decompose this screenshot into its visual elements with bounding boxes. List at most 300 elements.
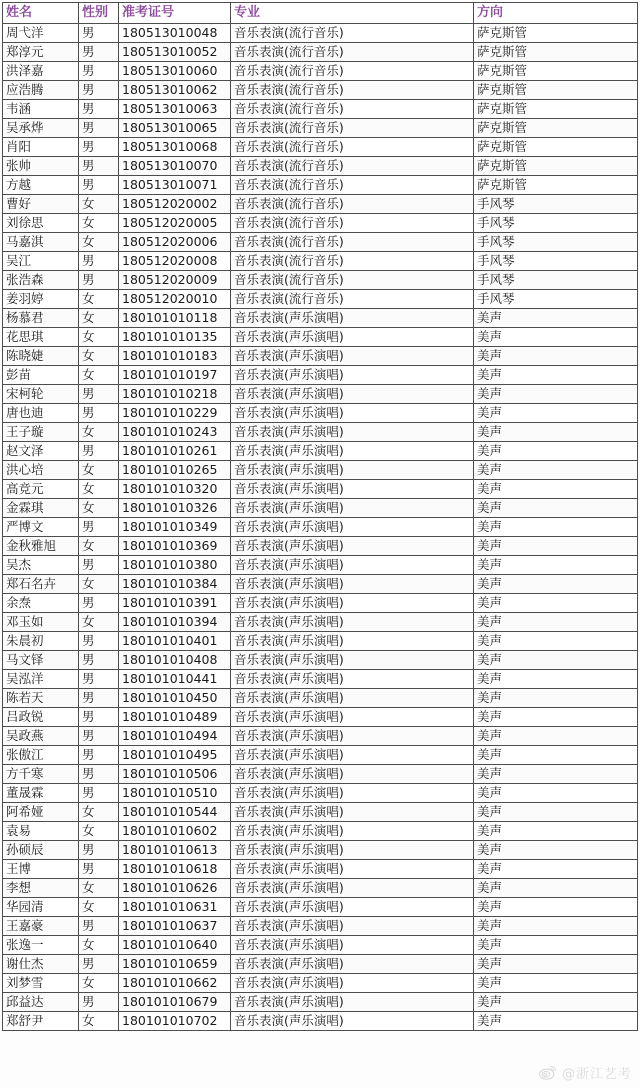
cell-name: 孙硕辰	[3, 841, 79, 860]
cell-gender: 男	[79, 708, 119, 727]
cell-direction: 美声	[474, 689, 638, 708]
cell-name: 张逸一	[3, 936, 79, 955]
cell-direction: 萨克斯管	[474, 119, 638, 138]
cell-exam-id: 180513010068	[119, 138, 231, 157]
cell-gender: 男	[79, 119, 119, 138]
cell-gender: 男	[79, 252, 119, 271]
cell-gender: 女	[79, 803, 119, 822]
header-row	[3, 3, 638, 24]
table-row	[3, 347, 638, 366]
cell-exam-id: 180101010218	[119, 385, 231, 404]
cell-name: 吴江	[3, 252, 79, 271]
cell-gender: 女	[79, 575, 119, 594]
cell-gender: 女	[79, 822, 119, 841]
cell-exam-id: 180101010506	[119, 765, 231, 784]
cell-exam-id: 180101010349	[119, 518, 231, 537]
cell-major: 音乐表演(声乐演唱)	[231, 822, 474, 841]
cell-major: 音乐表演(流行音乐)	[231, 252, 474, 271]
cell-exam-id: 180101010702	[119, 1012, 231, 1031]
cell-exam-id: 180101010613	[119, 841, 231, 860]
cell-direction: 萨克斯管	[474, 100, 638, 119]
cell-gender: 女	[79, 290, 119, 309]
cell-major: 音乐表演(声乐演唱)	[231, 575, 474, 594]
cell-name: 邓玉如	[3, 613, 79, 632]
cell-major: 音乐表演(声乐演唱)	[231, 385, 474, 404]
cell-name: 王博	[3, 860, 79, 879]
table-row	[3, 632, 638, 651]
cell-major: 音乐表演(声乐演唱)	[231, 708, 474, 727]
cell-major: 音乐表演(声乐演唱)	[231, 423, 474, 442]
cell-name: 郑舒尹	[3, 1012, 79, 1031]
cell-direction: 美声	[474, 708, 638, 727]
cell-name: 郑淳元	[3, 43, 79, 62]
cell-major: 音乐表演(流行音乐)	[231, 214, 474, 233]
cell-direction: 美声	[474, 746, 638, 765]
cell-gender: 男	[79, 727, 119, 746]
cell-direction: 美声	[474, 575, 638, 594]
cell-exam-id: 180513010065	[119, 119, 231, 138]
cell-name: 洪心培	[3, 461, 79, 480]
cell-gender: 男	[79, 746, 119, 765]
table-body	[3, 24, 638, 1031]
cell-exam-id: 180512020010	[119, 290, 231, 309]
table-row	[3, 822, 638, 841]
cell-exam-id: 180101010243	[119, 423, 231, 442]
cell-direction: 美声	[474, 936, 638, 955]
cell-direction: 美声	[474, 328, 638, 347]
cell-name: 王子璇	[3, 423, 79, 442]
cell-exam-id: 180513010063	[119, 100, 231, 119]
cell-direction: 美声	[474, 556, 638, 575]
cell-name: 谢仕杰	[3, 955, 79, 974]
cell-exam-id: 180101010229	[119, 404, 231, 423]
cell-gender: 男	[79, 594, 119, 613]
cell-gender: 男	[79, 689, 119, 708]
cell-direction: 美声	[474, 955, 638, 974]
cell-gender: 女	[79, 974, 119, 993]
cell-gender: 女	[79, 537, 119, 556]
cell-major: 音乐表演(流行音乐)	[231, 100, 474, 119]
table-row	[3, 157, 638, 176]
cell-major: 音乐表演(声乐演唱)	[231, 594, 474, 613]
cell-major: 音乐表演(声乐演唱)	[231, 670, 474, 689]
cell-major: 音乐表演(声乐演唱)	[231, 404, 474, 423]
cell-name: 华园清	[3, 898, 79, 917]
cell-exam-id: 180512020009	[119, 271, 231, 290]
cell-major: 音乐表演(声乐演唱)	[231, 366, 474, 385]
cell-direction: 美声	[474, 879, 638, 898]
cell-gender: 男	[79, 670, 119, 689]
cell-exam-id: 180512020008	[119, 252, 231, 271]
cell-name: 李想	[3, 879, 79, 898]
cell-gender: 男	[79, 157, 119, 176]
cell-gender: 女	[79, 214, 119, 233]
cell-gender: 女	[79, 461, 119, 480]
table-row	[3, 233, 638, 252]
cell-name: 吕政锐	[3, 708, 79, 727]
cell-exam-id: 180512020006	[119, 233, 231, 252]
cell-direction: 萨克斯管	[474, 138, 638, 157]
column-header-major: 专业	[231, 3, 474, 24]
cell-direction: 美声	[474, 803, 638, 822]
cell-direction: 手风琴	[474, 252, 638, 271]
cell-exam-id: 180512020005	[119, 214, 231, 233]
cell-exam-id: 180101010626	[119, 879, 231, 898]
cell-name: 阿希娅	[3, 803, 79, 822]
table-row	[3, 841, 638, 860]
cell-exam-id: 180101010494	[119, 727, 231, 746]
cell-gender: 男	[79, 442, 119, 461]
table-row	[3, 898, 638, 917]
cell-direction: 美声	[474, 347, 638, 366]
cell-exam-id: 180513010071	[119, 176, 231, 195]
cell-name: 袁易	[3, 822, 79, 841]
cell-exam-id: 180101010183	[119, 347, 231, 366]
cell-gender: 女	[79, 613, 119, 632]
cell-major: 音乐表演(流行音乐)	[231, 157, 474, 176]
cell-major: 音乐表演(流行音乐)	[231, 81, 474, 100]
table-row	[3, 62, 638, 81]
table-row	[3, 423, 638, 442]
cell-name: 吴承烨	[3, 119, 79, 138]
table-row	[3, 404, 638, 423]
cell-major: 音乐表演(声乐演唱)	[231, 613, 474, 632]
cell-name: 邱益达	[3, 993, 79, 1012]
cell-major: 音乐表演(声乐演唱)	[231, 841, 474, 860]
cell-direction: 美声	[474, 404, 638, 423]
cell-major: 音乐表演(声乐演唱)	[231, 727, 474, 746]
table-row	[3, 860, 638, 879]
cell-gender: 女	[79, 328, 119, 347]
cell-major: 音乐表演(声乐演唱)	[231, 917, 474, 936]
cell-exam-id: 180512020002	[119, 195, 231, 214]
cell-exam-id: 180513010062	[119, 81, 231, 100]
cell-gender: 男	[79, 632, 119, 651]
cell-major: 音乐表演(流行音乐)	[231, 176, 474, 195]
table-row	[3, 917, 638, 936]
cell-direction: 美声	[474, 461, 638, 480]
cell-direction: 美声	[474, 385, 638, 404]
cell-name: 洪泽嘉	[3, 62, 79, 81]
cell-major: 音乐表演(声乐演唱)	[231, 784, 474, 803]
cell-exam-id: 180101010369	[119, 537, 231, 556]
cell-name: 韦涵	[3, 100, 79, 119]
cell-gender: 男	[79, 860, 119, 879]
cell-name: 吴泓洋	[3, 670, 79, 689]
cell-name: 吴杰	[3, 556, 79, 575]
cell-direction: 美声	[474, 784, 638, 803]
cell-name: 周弋洋	[3, 24, 79, 43]
cell-exam-id: 180101010618	[119, 860, 231, 879]
cell-name: 花思琪	[3, 328, 79, 347]
cell-direction: 美声	[474, 499, 638, 518]
cell-name: 唐也迪	[3, 404, 79, 423]
cell-direction: 美声	[474, 423, 638, 442]
cell-exam-id: 180101010394	[119, 613, 231, 632]
cell-name: 严博文	[3, 518, 79, 537]
cell-major: 音乐表演(流行音乐)	[231, 138, 474, 157]
cell-exam-id: 180101010631	[119, 898, 231, 917]
cell-name: 张浩森	[3, 271, 79, 290]
cell-gender: 女	[79, 347, 119, 366]
cell-name: 宋柯轮	[3, 385, 79, 404]
table-row	[3, 651, 638, 670]
cell-major: 音乐表演(流行音乐)	[231, 290, 474, 309]
table-row	[3, 119, 638, 138]
table-row	[3, 727, 638, 746]
cell-direction: 萨克斯管	[474, 81, 638, 100]
cell-major: 音乐表演(声乐演唱)	[231, 518, 474, 537]
cell-major: 音乐表演(声乐演唱)	[231, 879, 474, 898]
cell-major: 音乐表演(声乐演唱)	[231, 689, 474, 708]
cell-major: 音乐表演(声乐演唱)	[231, 803, 474, 822]
cell-exam-id: 180513010048	[119, 24, 231, 43]
table-row	[3, 993, 638, 1012]
cell-exam-id: 180101010602	[119, 822, 231, 841]
weibo-icon	[538, 1063, 557, 1082]
cell-direction: 萨克斯管	[474, 62, 638, 81]
cell-exam-id: 180101010640	[119, 936, 231, 955]
cell-name: 余焘	[3, 594, 79, 613]
cell-major: 音乐表演(流行音乐)	[231, 119, 474, 138]
cell-direction: 美声	[474, 860, 638, 879]
cell-gender: 男	[79, 955, 119, 974]
table-row	[3, 974, 638, 993]
cell-exam-id: 180513010060	[119, 62, 231, 81]
cell-exam-id: 180513010052	[119, 43, 231, 62]
table-row	[3, 480, 638, 499]
cell-name: 陈若天	[3, 689, 79, 708]
cell-name: 吴政燕	[3, 727, 79, 746]
column-header-direction: 方向	[474, 3, 638, 24]
cell-gender: 男	[79, 784, 119, 803]
cell-gender: 男	[79, 404, 119, 423]
cell-major: 音乐表演(流行音乐)	[231, 233, 474, 252]
cell-major: 音乐表演(声乐演唱)	[231, 499, 474, 518]
cell-direction: 美声	[474, 993, 638, 1012]
cell-name: 金霖琪	[3, 499, 79, 518]
cell-gender: 女	[79, 1012, 119, 1031]
table-row	[3, 499, 638, 518]
cell-direction: 美声	[474, 651, 638, 670]
cell-name: 马嘉淇	[3, 233, 79, 252]
cell-gender: 女	[79, 309, 119, 328]
cell-major: 音乐表演(声乐演唱)	[231, 974, 474, 993]
table-row	[3, 290, 638, 309]
cell-gender: 男	[79, 24, 119, 43]
cell-direction: 萨克斯管	[474, 176, 638, 195]
table-row	[3, 1012, 638, 1031]
table-row	[3, 879, 638, 898]
cell-direction: 美声	[474, 727, 638, 746]
table-row	[3, 81, 638, 100]
cell-name: 郑石名卉	[3, 575, 79, 594]
cell-name: 陈晓婕	[3, 347, 79, 366]
cell-exam-id: 180101010135	[119, 328, 231, 347]
table-row	[3, 24, 638, 43]
cell-exam-id: 180101010197	[119, 366, 231, 385]
column-header-gender: 性别	[79, 3, 119, 24]
cell-exam-id: 180513010070	[119, 157, 231, 176]
cell-name: 杨慕君	[3, 309, 79, 328]
cell-gender: 男	[79, 81, 119, 100]
cell-direction: 美声	[474, 765, 638, 784]
table-row	[3, 214, 638, 233]
cell-name: 应浩腾	[3, 81, 79, 100]
cell-exam-id: 180101010441	[119, 670, 231, 689]
table-row	[3, 936, 638, 955]
table-row	[3, 670, 638, 689]
cell-exam-id: 180101010265	[119, 461, 231, 480]
table-row	[3, 195, 638, 214]
cell-direction: 美声	[474, 822, 638, 841]
cell-gender: 男	[79, 100, 119, 119]
cell-direction: 美声	[474, 1012, 638, 1031]
cell-major: 音乐表演(声乐演唱)	[231, 765, 474, 784]
cell-direction: 美声	[474, 518, 638, 537]
cell-exam-id: 180101010489	[119, 708, 231, 727]
cell-direction: 美声	[474, 841, 638, 860]
cell-direction: 美声	[474, 917, 638, 936]
document-page	[0, 2, 640, 1088]
cell-major: 音乐表演(声乐演唱)	[231, 328, 474, 347]
cell-gender: 男	[79, 138, 119, 157]
cell-major: 音乐表演(声乐演唱)	[231, 309, 474, 328]
table-row	[3, 309, 638, 328]
table-row	[3, 613, 638, 632]
cell-name: 王嘉豪	[3, 917, 79, 936]
cell-major: 音乐表演(流行音乐)	[231, 24, 474, 43]
cell-name: 方越	[3, 176, 79, 195]
table-row	[3, 328, 638, 347]
cell-exam-id: 180101010637	[119, 917, 231, 936]
cell-gender: 男	[79, 765, 119, 784]
table-row	[3, 556, 638, 575]
cell-direction: 美声	[474, 480, 638, 499]
cell-gender: 女	[79, 879, 119, 898]
table-row	[3, 955, 638, 974]
cell-direction: 美声	[474, 613, 638, 632]
table-row	[3, 385, 638, 404]
column-header-name: 姓名	[3, 3, 79, 24]
cell-exam-id: 180101010408	[119, 651, 231, 670]
cell-direction: 美声	[474, 898, 638, 917]
cell-major: 音乐表演(声乐演唱)	[231, 936, 474, 955]
cell-direction: 手风琴	[474, 214, 638, 233]
cell-major: 音乐表演(流行音乐)	[231, 62, 474, 81]
cell-major: 音乐表演(声乐演唱)	[231, 480, 474, 499]
cell-gender: 男	[79, 917, 119, 936]
column-header-exam-id: 准考证号	[119, 3, 231, 24]
cell-gender: 男	[79, 556, 119, 575]
cell-direction: 萨克斯管	[474, 24, 638, 43]
cell-exam-id: 180101010380	[119, 556, 231, 575]
cell-exam-id: 180101010662	[119, 974, 231, 993]
table-row	[3, 442, 638, 461]
cell-major: 音乐表演(声乐演唱)	[231, 860, 474, 879]
cell-major: 音乐表演(声乐演唱)	[231, 537, 474, 556]
cell-major: 音乐表演(声乐演唱)	[231, 955, 474, 974]
table-row	[3, 784, 638, 803]
watermark	[538, 1063, 632, 1082]
table-row	[3, 138, 638, 157]
cell-major: 音乐表演(声乐演唱)	[231, 651, 474, 670]
watermark-text: @浙江艺考	[561, 1067, 632, 1082]
table-row	[3, 746, 638, 765]
cell-gender: 女	[79, 233, 119, 252]
cell-direction: 美声	[474, 974, 638, 993]
cell-gender: 女	[79, 936, 119, 955]
table-row	[3, 803, 638, 822]
cell-major: 音乐表演(声乐演唱)	[231, 347, 474, 366]
cell-direction: 美声	[474, 670, 638, 689]
table-row	[3, 708, 638, 727]
cell-name: 朱晨初	[3, 632, 79, 651]
cell-direction: 美声	[474, 537, 638, 556]
table-row	[3, 575, 638, 594]
cell-name: 彭苗	[3, 366, 79, 385]
cell-direction: 美声	[474, 594, 638, 613]
cell-direction: 美声	[474, 442, 638, 461]
cell-direction: 美声	[474, 632, 638, 651]
cell-gender: 男	[79, 271, 119, 290]
cell-name: 金秋雅旭	[3, 537, 79, 556]
cell-name: 赵文泽	[3, 442, 79, 461]
cell-exam-id: 180101010401	[119, 632, 231, 651]
cell-major: 音乐表演(声乐演唱)	[231, 556, 474, 575]
cell-major: 音乐表演(声乐演唱)	[231, 993, 474, 1012]
table-row	[3, 518, 638, 537]
cell-exam-id: 180101010659	[119, 955, 231, 974]
cell-direction: 美声	[474, 366, 638, 385]
cell-major: 音乐表演(声乐演唱)	[231, 1012, 474, 1031]
cell-major: 音乐表演(流行音乐)	[231, 43, 474, 62]
table-row	[3, 461, 638, 480]
cell-gender: 女	[79, 898, 119, 917]
cell-name: 高竞元	[3, 480, 79, 499]
cell-gender: 男	[79, 651, 119, 670]
cell-exam-id: 180101010544	[119, 803, 231, 822]
cell-gender: 女	[79, 499, 119, 518]
table-row	[3, 271, 638, 290]
cell-major: 音乐表演(声乐演唱)	[231, 632, 474, 651]
candidate-roster-table	[2, 2, 638, 1031]
table-header	[3, 3, 638, 24]
cell-direction: 萨克斯管	[474, 43, 638, 62]
cell-exam-id: 180101010384	[119, 575, 231, 594]
cell-direction: 手风琴	[474, 233, 638, 252]
cell-gender: 女	[79, 480, 119, 499]
cell-name: 曹好	[3, 195, 79, 214]
cell-direction: 萨克斯管	[474, 157, 638, 176]
cell-gender: 男	[79, 385, 119, 404]
cell-name: 姜羽婷	[3, 290, 79, 309]
cell-exam-id: 180101010261	[119, 442, 231, 461]
cell-gender: 男	[79, 993, 119, 1012]
table-row	[3, 366, 638, 385]
cell-gender: 男	[79, 841, 119, 860]
table-row	[3, 594, 638, 613]
cell-name: 董晟霖	[3, 784, 79, 803]
cell-exam-id: 180101010450	[119, 689, 231, 708]
cell-direction: 手风琴	[474, 290, 638, 309]
cell-name: 刘梦雪	[3, 974, 79, 993]
table-row	[3, 537, 638, 556]
cell-exam-id: 180101010679	[119, 993, 231, 1012]
cell-name: 肖阳	[3, 138, 79, 157]
table-row	[3, 176, 638, 195]
cell-name: 张傲江	[3, 746, 79, 765]
